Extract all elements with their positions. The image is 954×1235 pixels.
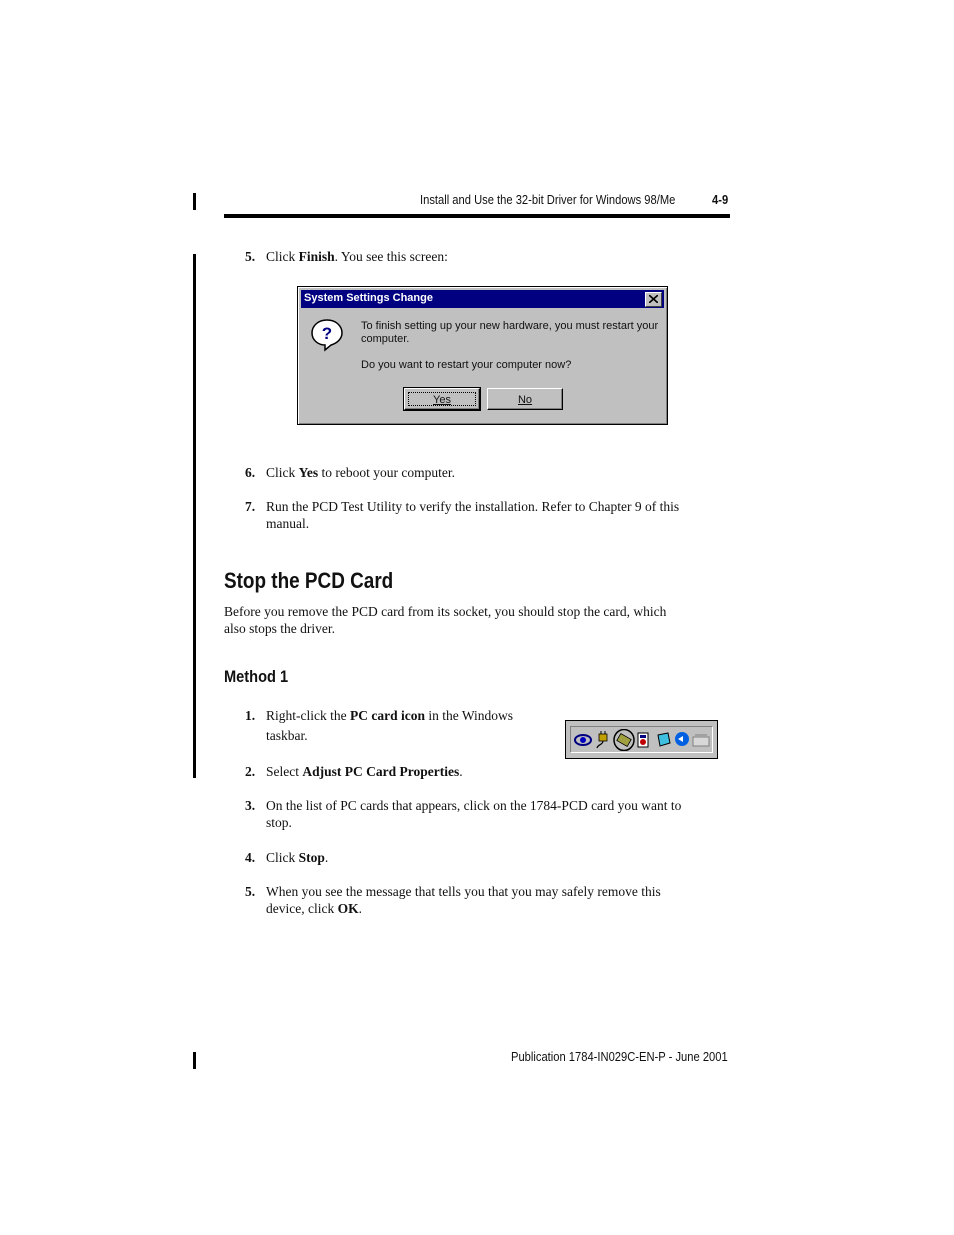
- yes-button[interactable]: [404, 388, 480, 410]
- question-icon: [310, 318, 344, 352]
- step-text: .: [324, 850, 329, 865]
- step-number: 2.: [245, 764, 256, 779]
- section-intro: [224, 603, 730, 637]
- step-text: Run the PCD Test Utility to verify the installation. Refer to Chapter 9 of this: [266, 499, 680, 514]
- step-text: Select: [266, 764, 303, 779]
- step-number: 4.: [245, 850, 256, 865]
- step-text: stop.: [266, 815, 292, 830]
- no-label: No: [517, 394, 533, 406]
- crop-mark-top: [193, 193, 196, 210]
- network-icon: [574, 731, 592, 749]
- section-title: Stop the PCD Card: [224, 568, 394, 593]
- step-number: 1.: [245, 708, 256, 723]
- close-button[interactable]: [645, 292, 662, 307]
- dialog-message-line: computer.: [361, 333, 410, 345]
- svg-text:?: ?: [321, 324, 333, 343]
- step-text: Click: [266, 249, 299, 264]
- dialog-message-line: To finish setting up your new hardware, you must restart your: [361, 320, 659, 332]
- step-text: to reboot your computer.: [318, 465, 455, 480]
- page-number: 4-9: [712, 192, 729, 207]
- header-rule: [224, 214, 730, 218]
- step-text: When you see the message that tells you that you may safely remove this: [266, 884, 661, 899]
- intro-line: Before you remove the PCD card from its socket, you should stop the card, which: [224, 604, 667, 619]
- step-number: 5.: [245, 249, 256, 264]
- step-text: . You see this screen:: [334, 249, 448, 264]
- step-bold: PC card icon: [349, 708, 425, 723]
- step-text: manual.: [266, 516, 310, 531]
- plug-icon: [595, 731, 613, 749]
- step-text: device, click: [266, 901, 338, 916]
- scanner-icon: [692, 731, 710, 749]
- dialog-question: Do you want to restart your computer now?: [361, 359, 572, 371]
- message-icon: [673, 731, 691, 749]
- display-icon: [655, 731, 673, 749]
- method-title: Method 1: [224, 667, 289, 686]
- publication-footer: Publication 1784-IN029C-EN-P - June 2001: [511, 1049, 728, 1064]
- sound-icon: [635, 731, 653, 749]
- pc-card-icon[interactable]: [613, 729, 635, 751]
- system-settings-change-dialog: [297, 286, 668, 425]
- step-number: 6.: [245, 465, 256, 480]
- system-tray: [570, 726, 713, 753]
- dialog-titlebar: [301, 290, 664, 308]
- step-text: taskbar.: [266, 728, 308, 743]
- step-number: 5.: [245, 884, 256, 899]
- step-text: Right-click the: [266, 708, 350, 723]
- step-text: in the Windows: [424, 708, 514, 723]
- step-bold: Stop: [298, 850, 325, 865]
- crop-mark-bottom: [193, 1052, 196, 1069]
- step-text: .: [459, 764, 463, 779]
- step-bold: Yes: [298, 465, 319, 480]
- no-button[interactable]: [487, 388, 563, 410]
- close-icon: [649, 295, 658, 303]
- yes-label: Yes: [433, 394, 451, 406]
- dialog-title: System Settings Change: [304, 292, 433, 304]
- windows-taskbar-tray: [565, 720, 718, 759]
- step-bold: Adjust PC Card Properties: [302, 764, 460, 779]
- step-bold: Finish: [298, 249, 335, 264]
- dialog-message: [361, 320, 661, 346]
- step-text: On the list of PC cards that appears, click on the 1784-PCD card you want to: [266, 798, 682, 813]
- step-bold: OK: [337, 901, 359, 916]
- change-bar: [193, 254, 196, 778]
- step-number: 3.: [245, 798, 256, 813]
- step-text: Click: [266, 850, 299, 865]
- running-title: Install and Use the 32-bit Driver for Windows 98/Me: [420, 192, 676, 207]
- step-number: 7.: [245, 499, 256, 514]
- step-text: .: [358, 901, 362, 916]
- step-text: Click: [266, 465, 299, 480]
- intro-line: also stops the driver.: [224, 621, 335, 636]
